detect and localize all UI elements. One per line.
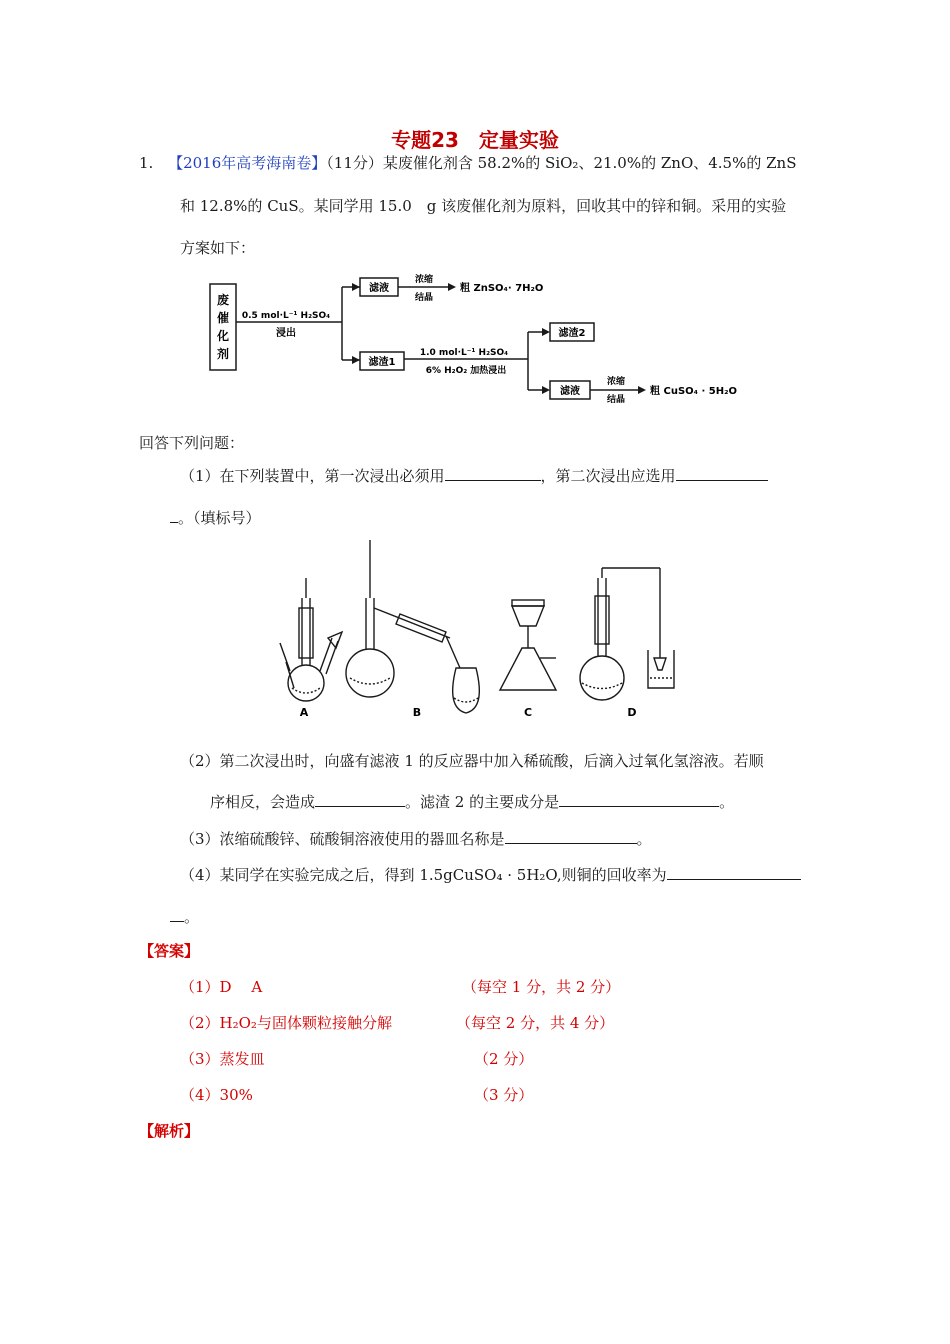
answer-row-1-content: （1）D A	[180, 978, 263, 996]
sub-question-2-text-b: 序相反，会造成	[210, 793, 316, 811]
answer-row-1-score: （每空 1 分，共 2 分）	[462, 978, 621, 996]
sub-question-4-text-a: （4）某同学在实验完成之后，得到 1.5gCuSO₄ · 5H₂O,则铜的回收率为	[180, 866, 667, 884]
flow-product-2: 粗 CuSO₄ · 5H₂O	[650, 386, 737, 397]
flow-crystallize-top: 结晶	[414, 293, 434, 303]
flow-reagent-2-bottom: 6% H₂O₂ 加热浸出	[425, 366, 507, 376]
sub-question-2-line-1: （2）第二次浸出时，向盛有滤液 1 的反应器中加入稀硫酸，后滴入过氧化氢溶液。若顺	[180, 752, 764, 770]
flow-product-1: 粗 ZnSO₄· 7H₂O	[460, 283, 544, 294]
flow-concentrate-bottom: 浓缩	[606, 377, 626, 387]
sub-question-1-line-2	[170, 507, 261, 528]
flow-residue-2: 滤渣2	[558, 328, 586, 339]
question-text-2: 和 12.8%的 CuS。某同学用 15.0 g 该废催化剂为原料，回收其中的锌和铜。采用的实验	[180, 197, 787, 215]
apparatus-figure	[270, 538, 690, 723]
flow-start-char-2: 催	[216, 311, 230, 325]
question-number: 1.	[139, 154, 154, 172]
apparatus-label-b: B	[412, 706, 422, 719]
sub-question-3-text-b: 。	[636, 830, 652, 848]
sub-question-2-text-d: 。	[719, 793, 735, 811]
flow-concentrate-top: 浓缩	[414, 275, 434, 285]
answer-row-4-score: （3 分）	[474, 1086, 534, 1104]
answer-row-2-content: （2）H₂O₂与固体颗粒接触分解	[180, 1014, 392, 1032]
flow-reagent-2-top: 1.0 mol·L⁻¹ H₂SO₄	[419, 348, 509, 358]
question-text-3: 方案如下：	[180, 239, 256, 257]
prompt-text: 回答下列问题：	[139, 434, 245, 452]
sub-question-1-text-b: ，第二次浸出应选用	[540, 467, 676, 485]
answer-row-3-score: （2 分）	[474, 1050, 534, 1068]
sub-question-3	[180, 828, 652, 849]
flow-start-char-3: 化	[216, 329, 230, 343]
sub-question-2-text-c: 。滤渣 2 的主要成分是	[405, 793, 560, 811]
sub-question-1-line-1	[180, 465, 768, 486]
answer-label: 【答案】	[139, 942, 200, 960]
flow-reagent-1-bottom: 浸出	[276, 328, 296, 339]
flow-filtrate-bottom: 滤液	[560, 386, 580, 397]
answer-blank-6	[667, 865, 801, 880]
flow-reagent-1-top: 0.5 mol·L⁻¹ H₂SO₄	[241, 311, 331, 321]
question-line-1	[139, 152, 796, 173]
apparatus-label-a: A	[299, 706, 309, 719]
apparatus-label-c: C	[523, 706, 533, 719]
answer-blank-3	[315, 792, 405, 807]
flow-crystallize-bottom: 结晶	[606, 395, 626, 405]
answer-row-2-score: （每空 2 分，共 4 分）	[456, 1014, 615, 1032]
answer-blank-5	[505, 829, 637, 844]
sub-question-1-text-a: （1）在下列装置中，第一次浸出必须用	[180, 467, 445, 485]
analysis-label: 【解析】	[139, 1122, 200, 1140]
answer-blank-4	[559, 792, 719, 807]
answer-blank-1	[445, 466, 541, 481]
page-title: 专题23 定量实验	[391, 128, 559, 152]
flow-start-char-4: 剂	[216, 347, 230, 361]
question-text-1: （11分）某废催化剂含 58.2%的 SiO₂、21.0%的 ZnO、4.5%的 ZnS	[326, 154, 797, 172]
answer-blank-6-cont	[170, 907, 184, 922]
sub-question-2-line-2	[210, 791, 734, 812]
flow-start-char-1: 废	[216, 293, 230, 307]
process-flowchart	[200, 272, 760, 412]
answer-row-4-content: （4）30%	[180, 1086, 253, 1104]
question-source: 【2016年高考海南卷】	[168, 154, 327, 172]
sub-question-1-text-c: 。（填标号）	[178, 509, 261, 527]
flow-filtrate-top: 滤液	[369, 283, 389, 294]
answer-blank-2-cont	[170, 508, 178, 523]
sub-question-4-line-1	[180, 864, 801, 885]
answer-blank-2	[676, 466, 768, 481]
sub-question-4-line-2	[170, 906, 199, 927]
sub-question-3-text-a: （3）浓缩硫酸锌、硫酸铜溶液使用的器皿名称是	[180, 830, 505, 848]
sub-question-4-text-b: 。	[184, 908, 200, 926]
apparatus-label-d: D	[627, 706, 637, 719]
flow-residue-1: 滤渣1	[368, 357, 396, 368]
answer-row-3-content: （3）蒸发皿	[180, 1050, 265, 1068]
